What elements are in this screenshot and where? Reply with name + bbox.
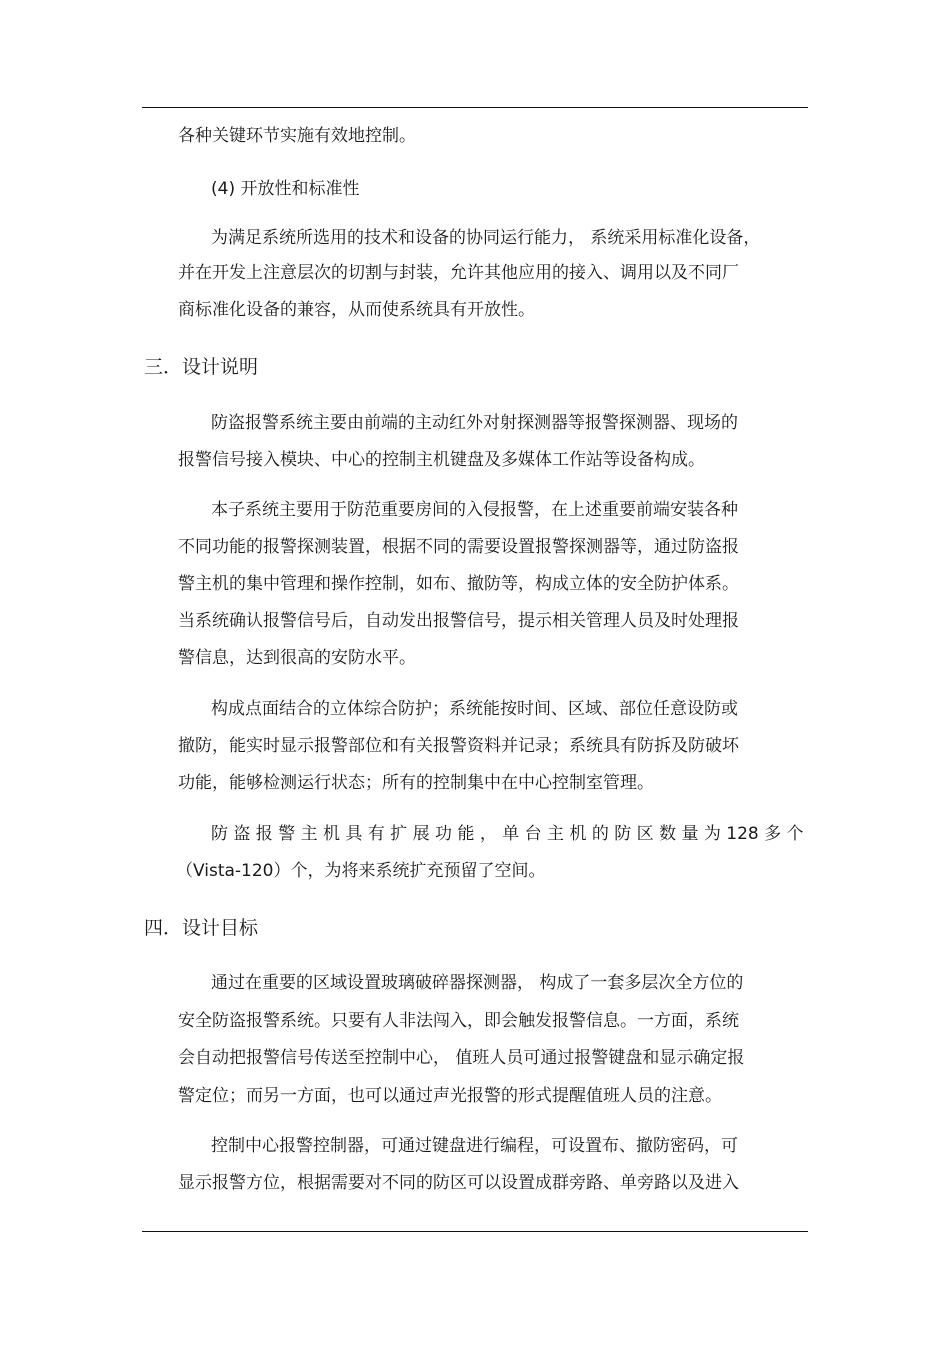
text-line: 警定位；而另一方面，也可以通过声光报警的形式提醒值班人员的注意。 xyxy=(178,1086,722,1106)
text-line: 显示报警方位，根据需要对不同的防区可以设置成群旁路、单旁路以及进入 xyxy=(178,1173,739,1193)
text-line: 报警信号接入模块、中心的控制主机键盘及多媒体工作站等设备构成。 xyxy=(178,450,705,470)
text-line: 当系统确认报警信号后，自动发出报警信号，提示相关管理人员及时处理报 xyxy=(178,611,739,631)
text-line: 构成点面结合的立体综合防护；系统能按时间、区域、部位任意设防或 xyxy=(211,699,738,719)
text-line: 功能，能够检测运行状态；所有的控制集中在中心控制室管理。 xyxy=(178,773,654,793)
text-line: 控制中心报警控制器，可通过键盘进行编程，可设置布、撤防密码，可 xyxy=(211,1136,738,1156)
text-line: 会自动把报警信号传送至控制中心， 值班人员可通过报警键盘和显示确定报 xyxy=(178,1048,745,1068)
text-line: 撤防，能实时显示报警部位和有关报警资料并记录；系统具有防拆及防破坏 xyxy=(178,736,739,756)
section-heading: 三．设计说明 xyxy=(144,356,259,378)
text-line: 为满足系统所选用的技术和设备的协同运行能力， 系统采用标准化设备， xyxy=(211,228,761,248)
section-heading: 四．设计目标 xyxy=(144,917,259,939)
text-line: 不同功能的报警探测装置，根据不同的需要设置报警探测器等，通过防盗报 xyxy=(178,537,739,557)
text-line: 防盗报警系统主要由前端的主动红外对射探测器等报警探测器、现场的 xyxy=(211,413,738,433)
text-line: （Vista-120）个，为将来系统扩充预留了空间。 xyxy=(176,861,546,881)
text-line: 本子系统主要用于防范重要房间的入侵报警，在上述重要前端安装各种 xyxy=(211,500,738,520)
text-line: 各种关键环节实施有效地控制。 xyxy=(178,126,416,146)
text-line: 通过在重要的区域设置玻璃破碎器探测器， 构成了一套多层次全方位的 xyxy=(211,973,744,993)
text-line: 并在开发上注意层次的切割与封装，允许其他应用的接入、调用以及不同厂 xyxy=(178,263,739,283)
header-rule xyxy=(142,107,808,108)
text-line: 商标准化设备的兼容，从而使系统具有开放性。 xyxy=(178,300,535,320)
text-line: 安全防盗报警系统。只要有人非法闯入，即会触发报警信息。一方面，系统 xyxy=(178,1011,739,1031)
text-line: 警信息，达到很高的安防水平。 xyxy=(178,648,416,668)
text-line: 警主机的集中管理和操作控制，如布、撤防等，构成立体的安全防护体系。 xyxy=(178,574,739,594)
section-subheading: (4) 开放性和标准性 xyxy=(211,179,360,199)
footer-rule xyxy=(142,1231,808,1232)
text-line: 防 盗 报 警 主 机 具 有 扩 展 功 能 ， 单 台 主 机 的 防 区 数 量 为 128 多 个 xyxy=(211,824,804,844)
